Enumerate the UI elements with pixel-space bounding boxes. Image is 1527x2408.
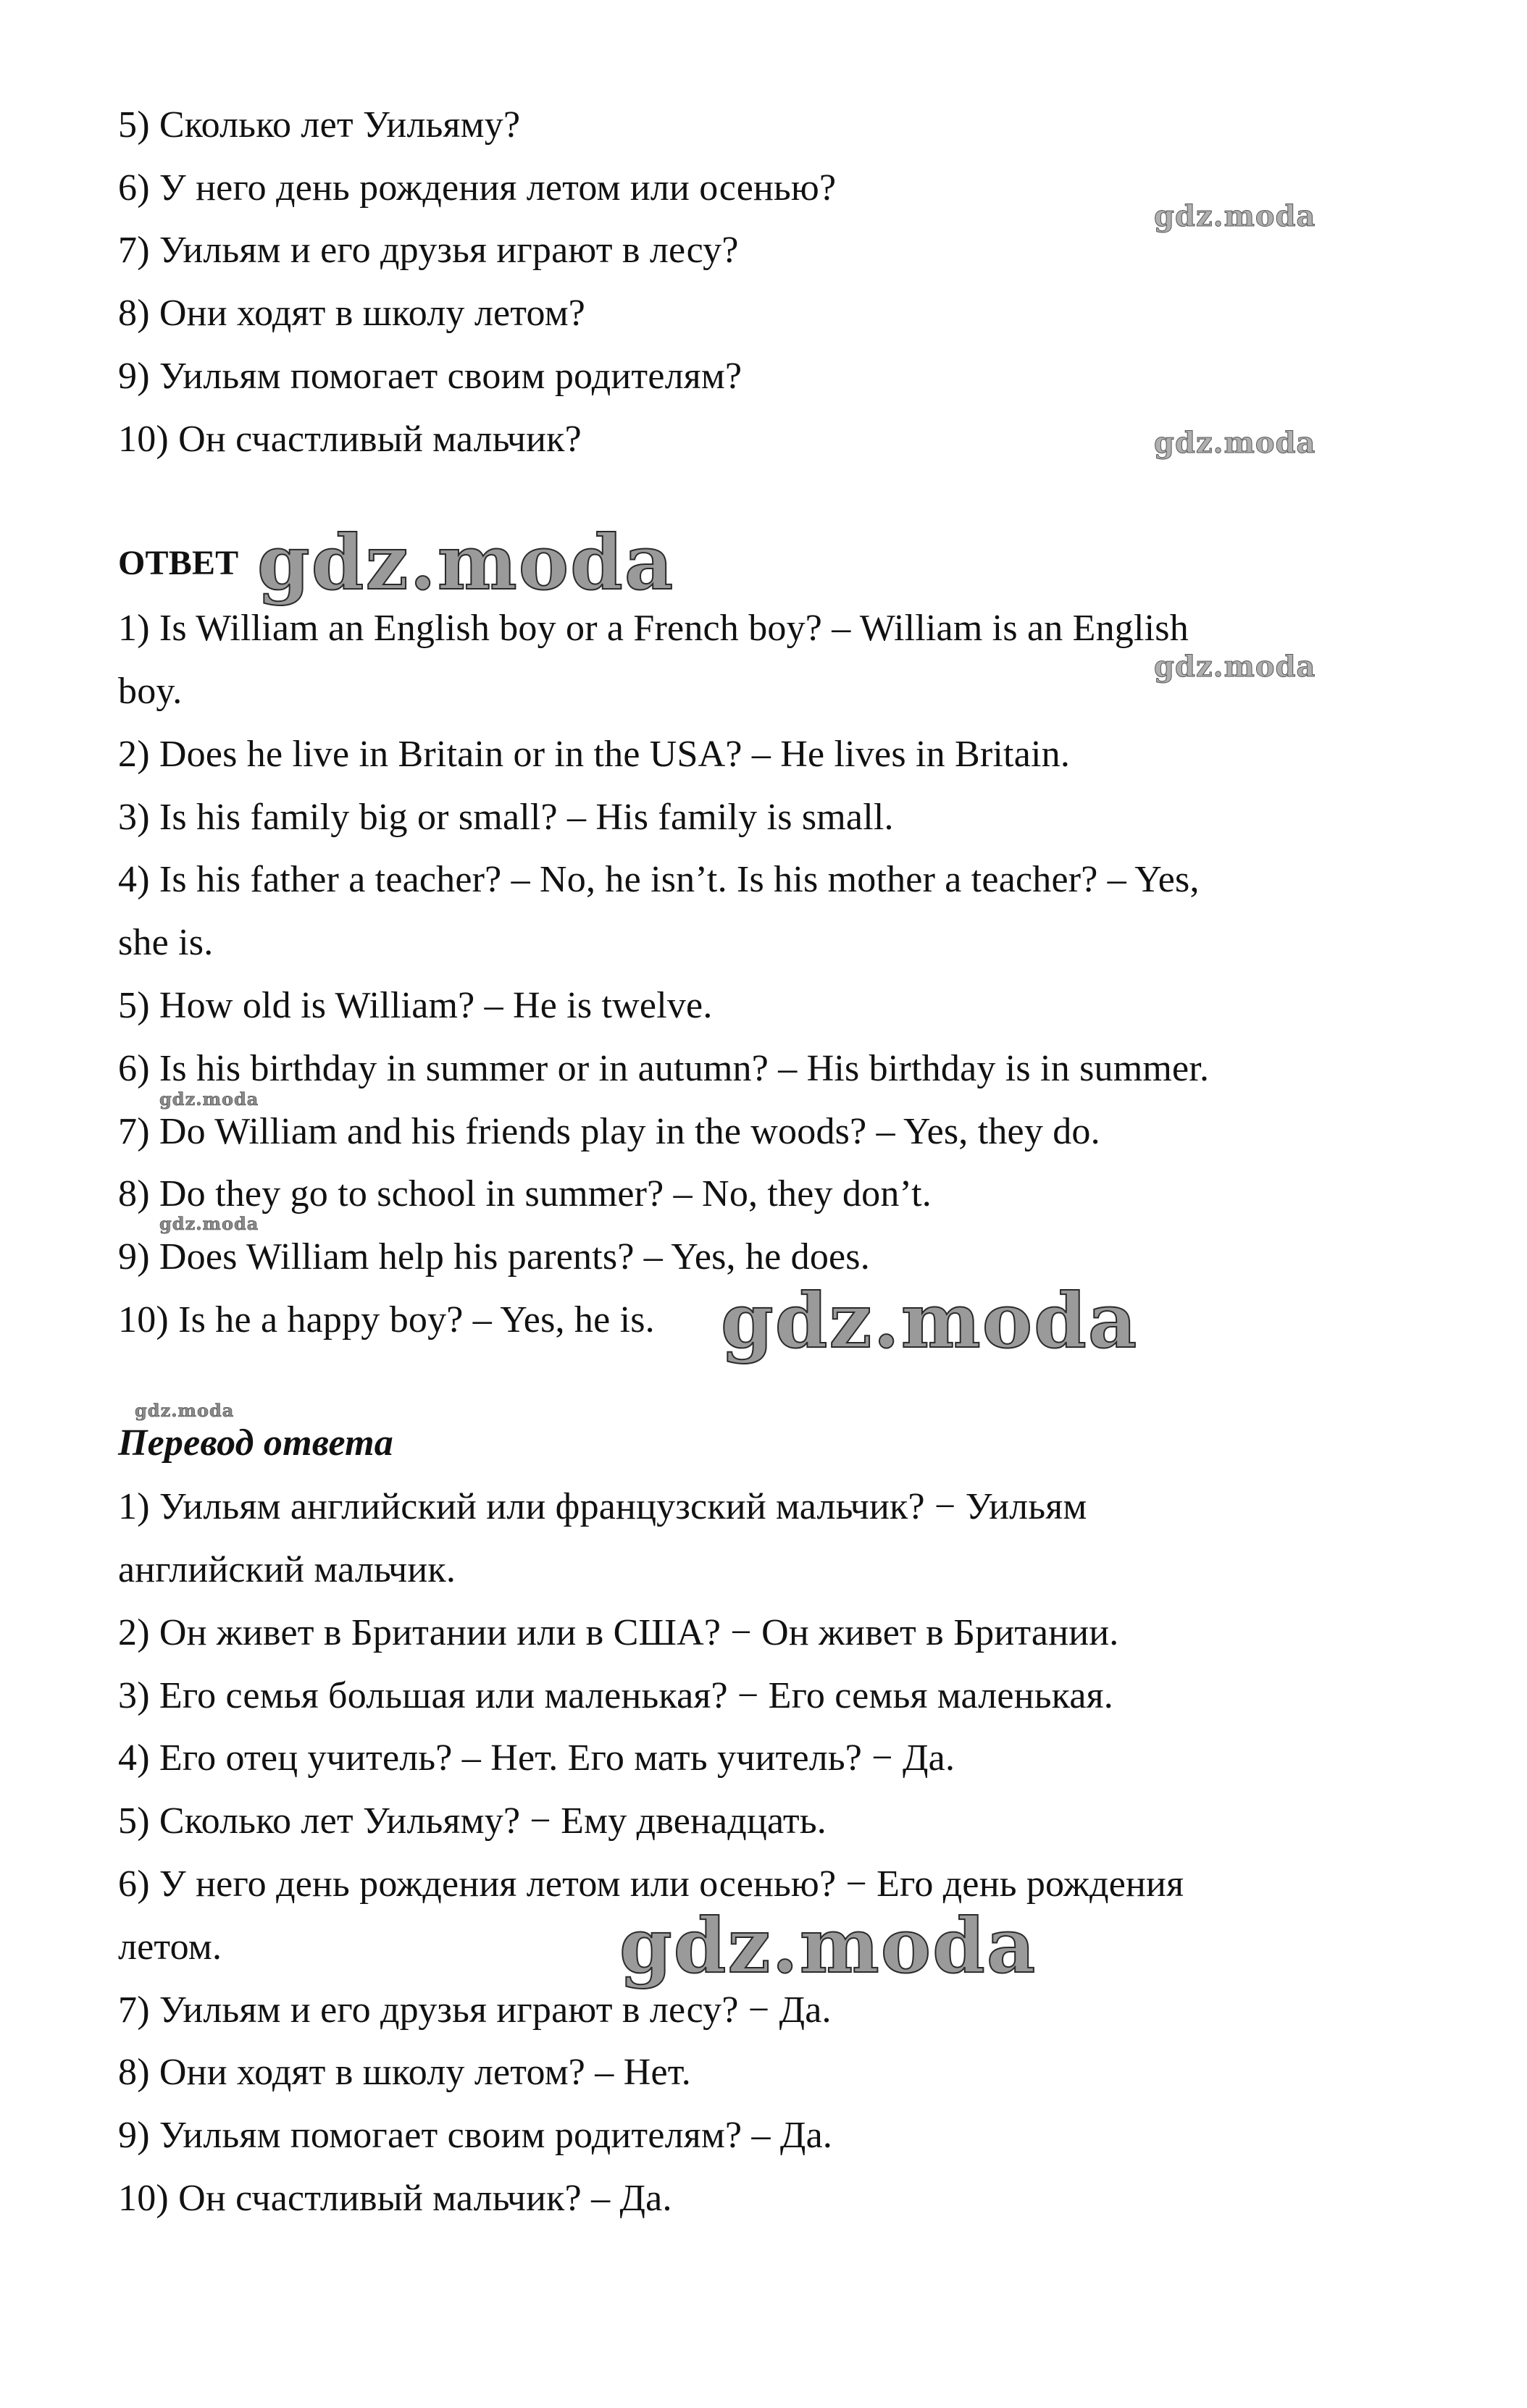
answer-line: 8) Do they go to school in summer? – No, they don’t. (118, 1173, 932, 1215)
answer-line: 6) Is his birthday in summer or in autumn? – His birthday is in summer. (118, 1048, 1210, 1089)
translation-line: летом. (118, 1926, 222, 1968)
watermark: gdz.moda (721, 1276, 1139, 1365)
translation-line: 8) Они ходят в школу летом? – Нет. (118, 2052, 691, 2093)
watermark: gdz.moda (1154, 650, 1316, 684)
answer-line: 9) Does William help his parents? – Yes, he does. (118, 1236, 870, 1278)
answer-line: she is. (118, 922, 214, 963)
answer-heading: ОТВЕТ (118, 544, 239, 582)
translation-line: 4) Его отец учитель? – Нет. Его мать учитель? − Да. (118, 1737, 955, 1779)
answer-line: 5) How old is William? – He is twelve. (118, 985, 713, 1026)
translation-heading: Перевод ответа (118, 1422, 393, 1464)
answer-line: 3) Is his family big or small? – His family is small. (118, 797, 894, 838)
watermark: gdz.moda (135, 1400, 235, 1421)
question-8: 8) Они ходят в школу летом? (118, 293, 586, 334)
answer-line: 7) Do William and his friends play in the woods? – Yes, they do. (118, 1111, 1100, 1152)
translation-line: английский мальчик. (118, 1549, 456, 1590)
translation-line: 6) У него день рождения летом или осенью? − Его день рождения (118, 1863, 1184, 1905)
watermark: gdz.moda (619, 1901, 1037, 1990)
translation-line: 3) Его семья большая или маленькая? − Его семья маленькая. (118, 1675, 1113, 1716)
question-9: 9) Уильям помогает своим родителям? (118, 356, 742, 397)
answer-line: 4) Is his father a teacher? – No, he isn’t. Is his mother a teacher? – Yes, (118, 859, 1200, 900)
watermark: gdz.moda (1154, 199, 1316, 233)
watermark: gdz.moda (1154, 426, 1316, 460)
translation-line: 2) Он живет в Британии или в США? − Он живет в Британии. (118, 1612, 1119, 1653)
answer-line: 1) Is William an English boy or a French boy? – William is an English (118, 608, 1189, 649)
question-6: 6) У него день рождения летом или осенью? (118, 167, 837, 209)
translation-line: 7) Уильям и его друзья играют в лесу? − Да. (118, 1989, 832, 2031)
question-5: 5) Сколько лет Уильяму? (118, 104, 521, 146)
watermark: gdz.moda (159, 1213, 259, 1234)
translation-line: 1) Уильям английский или французский мальчик? − Уильям (118, 1486, 1087, 1527)
translation-line: 10) Он счастливый мальчик? – Да. (118, 2178, 672, 2219)
watermark: gdz.moda (257, 518, 675, 607)
watermark: gdz.moda (159, 1088, 259, 1109)
translation-line: 9) Уильям помогает своим родителям? – Да. (118, 2115, 833, 2156)
question-7: 7) Уильям и его друзья играют в лесу? (118, 230, 739, 271)
answer-line: boy. (118, 671, 183, 712)
answer-line: 10) Is he a happy boy? – Yes, he is. (118, 1299, 655, 1341)
question-10: 10) Он счастливый мальчик? (118, 419, 582, 460)
answer-line: 2) Does he live in Britain or in the USA? – He lives in Britain. (118, 734, 1071, 775)
translation-line: 5) Сколько лет Уильяму? − Ему двенадцать. (118, 1800, 827, 1842)
